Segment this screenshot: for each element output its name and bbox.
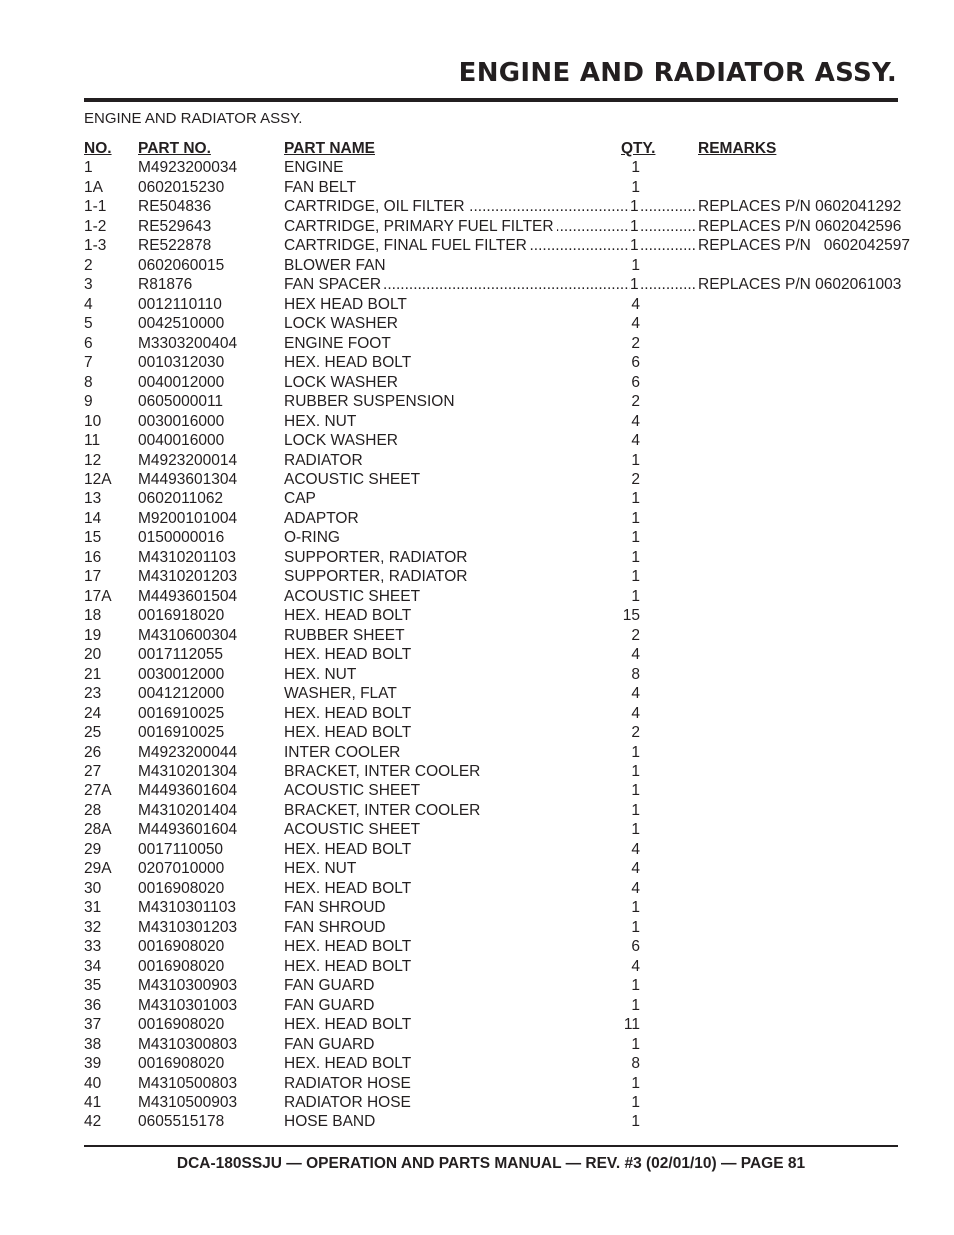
cell-no: 17A (84, 587, 112, 605)
table-row (84, 626, 904, 645)
cell-part-no: 0016910025 (138, 704, 225, 722)
cell-part-no: 0016908020 (138, 1016, 225, 1034)
cell-part-no: M4923200034 (138, 159, 238, 177)
cell-qty: 2 (631, 626, 640, 644)
cell-part-no: RE504836 (138, 198, 212, 216)
cell-no: 28A (84, 821, 112, 839)
cell-part-no: M4493601604 (138, 782, 238, 800)
cell-no: 10 (84, 412, 102, 430)
cell-no: 37 (84, 1016, 102, 1034)
cell-no: 1 (84, 159, 93, 177)
cell-qty: 2 (631, 724, 640, 742)
cell-no: 35 (84, 977, 102, 995)
cell-qty: 15 (622, 607, 640, 625)
cell-part-no: 0207010000 (138, 860, 225, 878)
cell-part-name: LOCK WASHER (284, 373, 398, 391)
cell-part-name: CARTRIDGE, FINAL FUEL FILTER (284, 236, 530, 255)
cell-part-no: M4310500803 (138, 1074, 238, 1092)
table-row (84, 645, 904, 664)
cell-part-name: HEX. HEAD BOLT (284, 938, 412, 956)
column-header-part-no: PART NO. (138, 140, 211, 157)
cell-part-name: BLOWER FAN (284, 256, 386, 274)
cell-part-no: M4310600304 (138, 626, 238, 644)
cell-no: 1-1 (84, 198, 107, 216)
cell-part-name: FAN GUARD (284, 977, 375, 995)
cell-part-no: 0017112055 (138, 646, 224, 664)
page-footer: DCA-180SSJU — OPERATION AND PARTS MANUAL — REV. #3 (02/01/10) — PAGE 81 (176, 1155, 806, 1172)
cell-part-no: M3303200404 (138, 334, 238, 352)
cell-part-no: 0016910025 (138, 724, 225, 742)
dot-leader (640, 197, 696, 216)
table-row (84, 548, 904, 567)
table-row (84, 1112, 904, 1131)
cell-part-no: M4310500903 (138, 1093, 238, 1111)
table-row (84, 217, 904, 236)
cell-qty: 1 (631, 1113, 640, 1131)
cell-qty: 4 (631, 840, 640, 858)
table-header-row (84, 139, 904, 158)
cell-part-no: M4310300903 (138, 977, 238, 995)
cell-qty: 1 (631, 568, 640, 586)
cell-qty: 4 (631, 412, 640, 430)
cell-no: 23 (84, 685, 102, 703)
table-row (84, 1054, 904, 1073)
cell-no: 21 (84, 665, 102, 683)
cell-part-no: 0012110110 (138, 295, 222, 313)
table-row (84, 451, 904, 470)
cell-part-name: WASHER, FLAT (284, 685, 397, 703)
cell-no: 9 (84, 393, 93, 411)
table-row (84, 197, 904, 216)
cell-no: 8 (84, 373, 93, 391)
cell-no: 16 (84, 548, 102, 566)
cell-qty: 8 (631, 1055, 640, 1073)
cell-no: 15 (84, 529, 102, 547)
table-row (84, 976, 904, 995)
cell-part-name: ACOUSTIC SHEET (284, 821, 421, 839)
cell-part-no: 0016908020 (138, 957, 225, 975)
cell-qty: 1 (631, 899, 640, 917)
cell-part-name: HEX HEAD BOLT (284, 295, 407, 313)
cell-part-name: FAN BELT (284, 178, 357, 196)
cell-part-name: RUBBER SHEET (284, 626, 405, 644)
cell-part-name: LOCK WASHER (284, 315, 398, 333)
cell-no: 1A (84, 178, 103, 196)
table-row (84, 918, 904, 937)
section-title: ENGINE AND RADIATOR ASSY. (84, 110, 303, 127)
cell-part-no: M4493601504 (138, 587, 238, 605)
cell-qty: 1 (631, 996, 640, 1014)
cell-no: 12A (84, 470, 112, 488)
cell-qty: 1 (631, 451, 640, 469)
cell-no: 25 (84, 724, 102, 742)
cell-qty: 2 (631, 334, 640, 352)
table-row (84, 314, 904, 333)
cell-no: 4 (84, 295, 93, 313)
cell-part-name: FAN SHROUD (284, 918, 386, 936)
parts-table (84, 139, 910, 1132)
cell-qty: 1 (631, 178, 640, 196)
table-row (84, 743, 904, 762)
cell-part-name: SUPPORTER, RADIATOR (284, 568, 468, 586)
table-row (84, 684, 904, 703)
cell-no: 5 (84, 315, 93, 333)
column-header-qty: QTY. (621, 140, 656, 157)
table-row (84, 528, 904, 547)
table-row (84, 996, 904, 1015)
table-row (84, 820, 904, 839)
cell-qty: 1 (631, 1074, 640, 1092)
cell-part-name: HEX. HEAD BOLT (284, 607, 412, 625)
table-row (84, 567, 904, 586)
cell-qty: 1 (631, 977, 640, 995)
cell-qty: 1 (630, 198, 639, 216)
table-row (84, 879, 904, 898)
table-row (84, 898, 904, 917)
table-row (84, 606, 904, 625)
cell-no: 32 (84, 918, 102, 936)
cell-part-name: CARTRIDGE, PRIMARY FUEL FILTER (284, 217, 557, 236)
cell-no: 27A (84, 782, 112, 800)
cell-part-no: 0016908020 (138, 938, 225, 956)
cell-no: 1-3 (84, 237, 107, 255)
dot-leader (640, 217, 696, 236)
cell-no: 12 (84, 451, 102, 469)
table-row (84, 723, 904, 742)
cell-part-no: M4493601304 (138, 470, 238, 488)
cell-no: 34 (84, 957, 102, 975)
cell-part-name: HOSE BAND (284, 1113, 376, 1131)
table-row (84, 412, 904, 431)
cell-part-name: ENGINE (284, 159, 344, 177)
cell-qty: 1 (631, 821, 640, 839)
cell-qty: 4 (631, 685, 640, 703)
cell-qty: 1 (631, 782, 640, 800)
cell-part-name: FAN SHROUD (284, 899, 386, 917)
cell-part-no: 0016918020 (138, 607, 225, 625)
table-row (84, 353, 904, 372)
cell-part-no: 0042510000 (138, 315, 225, 333)
table-row (84, 509, 904, 528)
cell-no: 40 (84, 1074, 102, 1092)
cell-part-name: CARTRIDGE, OIL FILTER (284, 197, 468, 216)
cell-no: 36 (84, 996, 102, 1014)
cell-no: 20 (84, 646, 102, 664)
cell-qty: 2 (631, 470, 640, 488)
cell-no: 7 (84, 354, 93, 372)
table-row (84, 1035, 904, 1054)
cell-qty: 4 (631, 315, 640, 333)
cell-part-no: R81876 (138, 276, 193, 294)
table-row (84, 665, 904, 684)
cell-no: 27 (84, 763, 102, 780)
cell-qty: 4 (631, 646, 640, 664)
table-row (84, 470, 904, 489)
cell-qty: 4 (631, 432, 640, 450)
table-row (84, 373, 904, 392)
cell-part-name: HEX. HEAD BOLT (284, 840, 412, 858)
cell-qty: 1 (631, 159, 640, 177)
cell-qty: 1 (631, 548, 640, 566)
cell-part-no: RE522878 (138, 237, 212, 255)
cell-qty: 4 (631, 879, 640, 897)
cell-qty: 4 (631, 704, 640, 722)
cell-part-no: M9200101004 (138, 509, 238, 527)
cell-qty: 1 (630, 217, 639, 235)
cell-part-name: RADIATOR HOSE (284, 1093, 411, 1111)
cell-no: 39 (84, 1055, 102, 1073)
cell-part-name: FAN GUARD (284, 1035, 375, 1053)
cell-part-name: O-RING (284, 529, 340, 547)
cell-part-name: HEX. HEAD BOLT (284, 1055, 412, 1073)
cell-no: 31 (84, 899, 102, 917)
cell-part-no: M4310201203 (138, 568, 238, 586)
cell-qty: 4 (631, 860, 640, 878)
table-row (84, 781, 904, 800)
cell-qty: 1 (631, 256, 640, 274)
cell-qty: 6 (631, 354, 640, 372)
table-row (84, 859, 904, 878)
table-row (84, 1093, 904, 1112)
cell-qty: 4 (631, 957, 640, 975)
table-body (84, 158, 910, 1131)
cell-no: 1-2 (84, 217, 107, 235)
cell-part-no: 0602011062 (138, 490, 224, 508)
dot-leader (640, 236, 696, 255)
table-row (84, 937, 904, 956)
table-row (84, 957, 904, 976)
footer-divider (84, 1145, 898, 1147)
cell-no: 11 (84, 432, 101, 450)
cell-part-no: 0016908020 (138, 1055, 225, 1073)
cell-part-no: M4310300803 (138, 1035, 238, 1053)
cell-part-name: BRACKET, INTER COOLER (284, 801, 481, 819)
cell-no: 38 (84, 1035, 102, 1053)
cell-qty: 1 (631, 801, 640, 819)
table-row (84, 762, 904, 781)
cell-no: 42 (84, 1113, 102, 1131)
cell-part-no: M4493601604 (138, 821, 238, 839)
cell-part-no: 0605000011 (138, 393, 224, 411)
table-row (84, 236, 910, 255)
cell-part-name: SUPPORTER, RADIATOR (284, 548, 468, 566)
table-row (84, 1015, 904, 1034)
cell-qty: 11 (623, 1016, 640, 1034)
cell-remarks: REPLACES P/N 0602042597 (698, 237, 910, 255)
cell-part-name: ACOUSTIC SHEET (284, 470, 421, 488)
cell-part-no: M4923200014 (138, 451, 238, 469)
cell-no: 18 (84, 607, 102, 625)
dot-leader (640, 275, 696, 294)
cell-qty: 6 (631, 938, 640, 956)
cell-part-no: 0041212000 (138, 685, 225, 703)
cell-qty: 1 (631, 587, 640, 605)
cell-remarks: REPLACES P/N 0602042596 (698, 217, 902, 235)
cell-qty: 1 (631, 509, 640, 527)
page-title: ENGINE AND RADIATOR ASSY. (458, 58, 897, 88)
cell-qty: 1 (631, 763, 640, 780)
cell-part-name: HEX. HEAD BOLT (284, 646, 412, 664)
cell-part-no: 0040016000 (138, 432, 225, 450)
cell-part-no: 0605515178 (138, 1113, 225, 1131)
column-header-part-name: PART NAME (284, 140, 375, 157)
cell-part-name: HEX. HEAD BOLT (284, 879, 412, 897)
cell-qty: 1 (631, 529, 640, 547)
cell-part-name: HEX. HEAD BOLT (284, 704, 412, 722)
cell-no: 24 (84, 704, 102, 722)
cell-part-no: M4310201404 (138, 801, 238, 819)
table-row (84, 178, 904, 197)
table-row (84, 431, 904, 450)
table-row (84, 489, 904, 508)
cell-part-name: HEX. HEAD BOLT (284, 957, 412, 975)
cell-part-no: 0010312030 (138, 354, 225, 372)
cell-part-name: RADIATOR (284, 451, 363, 469)
cell-part-name: INTER COOLER (284, 743, 401, 761)
cell-no: 2 (84, 256, 93, 274)
column-header-no: NO. (84, 140, 112, 157)
cell-no: 33 (84, 938, 102, 956)
cell-qty: 1 (631, 490, 640, 508)
cell-part-no: 0030016000 (138, 412, 225, 430)
table-row (84, 801, 904, 820)
cell-no: 3 (84, 276, 93, 294)
table-row (84, 587, 904, 606)
cell-qty: 1 (631, 1093, 640, 1111)
cell-part-name: HEX. NUT (284, 860, 357, 878)
cell-part-name: ACOUSTIC SHEET (284, 587, 421, 605)
cell-no: 19 (84, 626, 102, 644)
title-divider (84, 98, 898, 102)
cell-part-no: 0150000016 (138, 529, 225, 547)
cell-qty: 2 (631, 393, 640, 411)
cell-part-no: M4310201103 (138, 548, 236, 566)
cell-remarks: REPLACES P/N 0602041292 (698, 198, 902, 216)
cell-part-no: M4310301103 (138, 899, 236, 917)
table-row (84, 256, 904, 275)
cell-no: 14 (84, 509, 102, 527)
cell-qty: 1 (631, 918, 640, 936)
cell-no: 30 (84, 879, 102, 897)
cell-no: 6 (84, 334, 93, 352)
column-header-remarks: REMARKS (698, 140, 777, 157)
cell-part-name: HEX. HEAD BOLT (284, 354, 412, 372)
cell-part-no: 0030012000 (138, 665, 225, 683)
table-row (84, 158, 904, 177)
cell-part-no: 0602015230 (138, 178, 225, 196)
cell-qty: 6 (631, 373, 640, 391)
cell-part-name: HEX. HEAD BOLT (284, 724, 412, 742)
cell-part-no: M4310301003 (138, 996, 238, 1014)
cell-part-name: FAN GUARD (284, 996, 375, 1014)
cell-no: 17 (84, 568, 102, 586)
cell-part-no: 0602060015 (138, 256, 225, 274)
cell-qty: 1 (630, 237, 639, 255)
cell-qty: 1 (631, 743, 640, 761)
cell-part-name: ACOUSTIC SHEET (284, 782, 421, 800)
cell-part-name: HEX. HEAD BOLT (284, 1016, 412, 1034)
cell-part-name: LOCK WASHER (284, 432, 398, 450)
cell-part-no: M4310201304 (138, 763, 238, 780)
cell-part-name: FAN SPACER (284, 275, 384, 294)
cell-qty: 8 (631, 665, 640, 683)
table-row (84, 275, 904, 294)
cell-part-no: 0017110050 (138, 840, 224, 858)
cell-part-name: RADIATOR HOSE (284, 1074, 411, 1092)
cell-part-name: BRACKET, INTER COOLER (284, 763, 481, 780)
cell-qty: 1 (630, 276, 639, 294)
cell-no: 29 (84, 840, 102, 858)
cell-remarks: REPLACES P/N 0602061003 (698, 276, 902, 294)
cell-no: 26 (84, 743, 102, 761)
cell-qty: 1 (631, 1035, 640, 1053)
cell-no: 29A (84, 860, 112, 878)
cell-part-no: 0040012000 (138, 373, 225, 391)
cell-part-name: ADAPTOR (284, 509, 359, 527)
table-row (84, 295, 904, 314)
table-row (84, 334, 904, 353)
cell-part-name: CAP (284, 490, 316, 508)
cell-qty: 4 (631, 295, 640, 313)
cell-no: 13 (84, 490, 102, 508)
table-row (84, 1074, 904, 1093)
cell-part-name: HEX. NUT (284, 665, 357, 683)
table-row (84, 840, 904, 859)
cell-no: 28 (84, 801, 102, 819)
cell-part-no: M4310301203 (138, 918, 238, 936)
table-row (84, 704, 904, 723)
cell-part-no: 0016908020 (138, 879, 225, 897)
cell-part-name: HEX. NUT (284, 412, 357, 430)
cell-part-no: M4923200044 (138, 743, 238, 761)
table-row (84, 392, 904, 411)
cell-part-name: RUBBER SUSPENSION (284, 393, 455, 411)
cell-no: 41 (84, 1093, 102, 1111)
cell-part-name: ENGINE FOOT (284, 334, 391, 352)
cell-part-no: RE529643 (138, 217, 212, 235)
